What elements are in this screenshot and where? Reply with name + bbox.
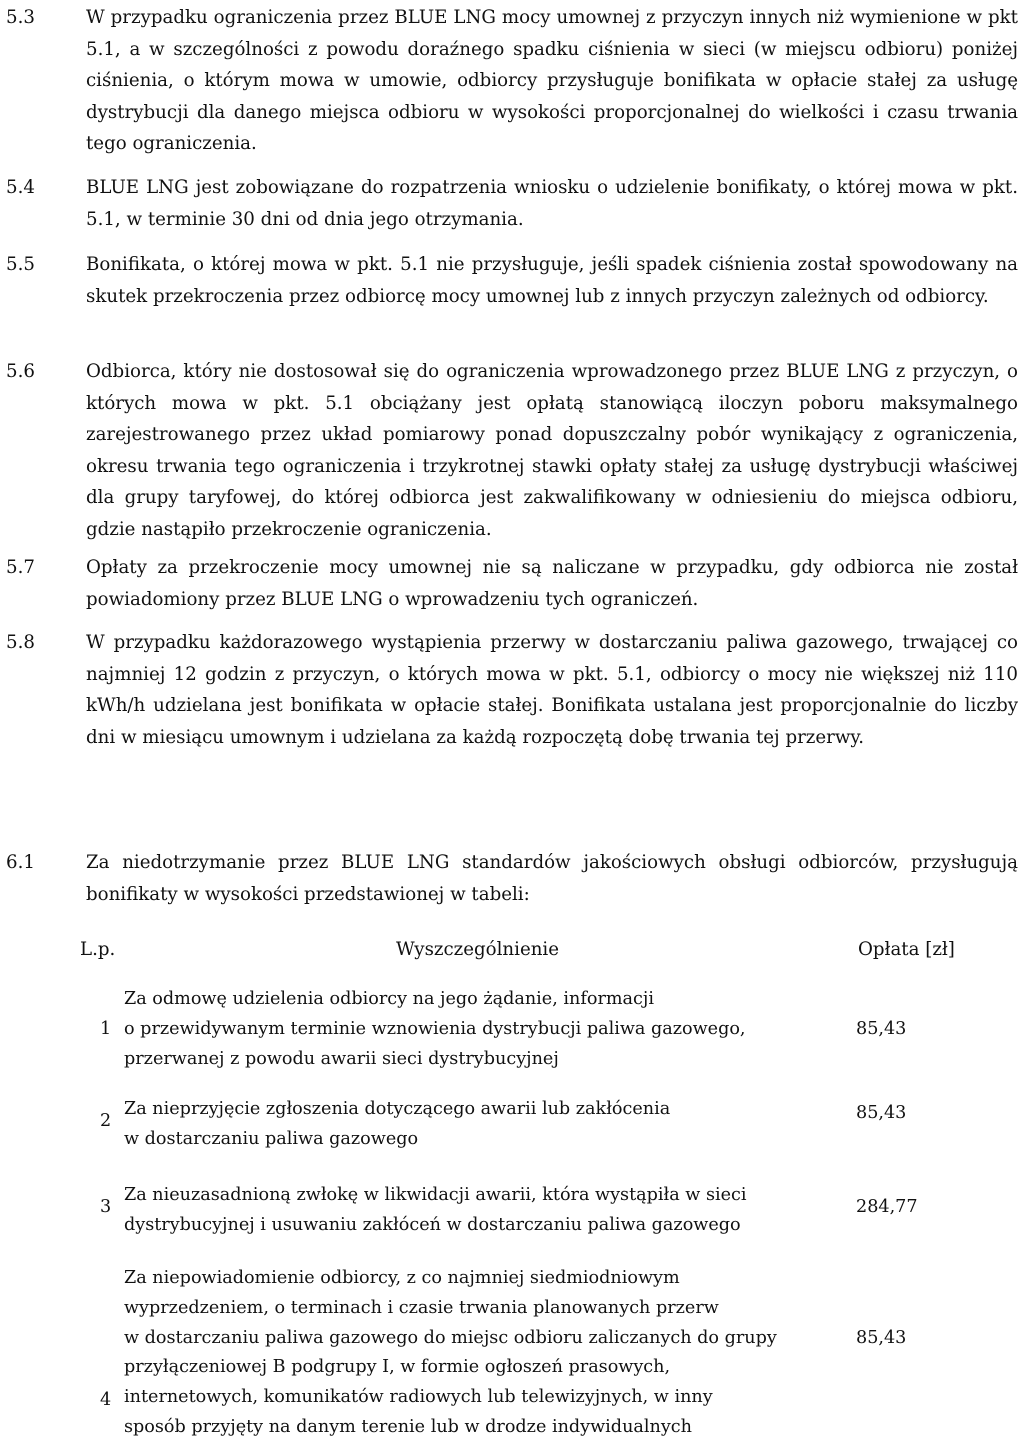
paragraph-text: Za niedotrzymanie przez BLUE LNG standardów jakościowych obsługi odbiorców, przysługują bonifikaty w wysokości przedstawionej w tabeli: (86, 852, 1018, 905)
row-description (124, 985, 854, 1074)
paragraph-5-7 (6, 552, 1018, 615)
row-fee: 85,43 (856, 1019, 907, 1039)
paragraph-5-5 (6, 249, 1018, 312)
row-description-line: o przewidywanym terminie wznowienia dystrybucji paliwa gazowego, (124, 1018, 746, 1039)
paragraph-5-6 (6, 356, 1018, 546)
row-description-line: w dostarczaniu paliwa gazowego (124, 1128, 419, 1149)
column-header-fee: Opłata [zł] (858, 939, 955, 960)
row-description-line: Za nieuzasadnioną zwłokę w likwidacji awarii, która wystąpiła w sieci (124, 1185, 747, 1205)
paragraph-text: W przypadku ograniczenia przez BLUE LNG mocy umownej z przyczyn innych niż wymienione w pkt 5.1, a w szczególności z powodu doraźnego spadku ciśnienia w sieci (w miejscu odbioru) poniżej ciśnienia, o którym mowa w umowie, odbiorcy przysługuje bonifikata w opłacie stałej za usługę dystrybucji dla danego miejsca odbioru w wysokości proporcjonalnej do wielkości i czasu trwania tego ograniczenia. (86, 7, 1018, 155)
row-description (124, 1095, 854, 1155)
row-description-line: dystrybucyjnej i usuwaniu zakłóceń w dostarczaniu paliwa gazowego (124, 1214, 741, 1235)
row-fee: 85,43 (856, 1103, 907, 1123)
row-fee: 284,77 (856, 1197, 918, 1217)
row-description-line: sposób przyjęty na danym terenie lub w drodze indywidualnych (124, 1416, 692, 1437)
paragraph-5-8 (6, 627, 1018, 753)
column-header-description: Wyszczególnienie (396, 939, 560, 960)
paragraph-number: 5.7 (6, 557, 35, 578)
paragraph-5-4 (6, 172, 1018, 235)
paragraph-number: 5.4 (6, 177, 35, 198)
bonus-table-header (0, 934, 1024, 966)
paragraph-number: 6.1 (6, 852, 35, 873)
row-fee: 85,43 (856, 1328, 907, 1348)
row-description-line: przyłączeniowej B podgrupy I, w formie ogłoszeń prasowych, (124, 1357, 671, 1378)
row-description-line: Za odmowę udzielenia odbiorcy na jego żądanie, informacji (124, 989, 654, 1009)
row-number: 2 (100, 1111, 112, 1131)
paragraph-text: W przypadku każdorazowego wystąpienia przerwy w dostarczaniu paliwa gazowego, trwającej co najmniej 12 godzin z przyczyn, o których mowa w pkt. 5.1, odbiorcy o mocy nie większej niż 110 kWh/h udzielana jest bonifikata w opłacie stałej. Bonifikata ustalana jest proporcjonalnie do liczby dni w miesiącu umownym i udzielana za każdą rozpoczętą dobę trwania tej przerwy. (86, 632, 1018, 748)
paragraph-6-1 (6, 847, 1018, 910)
row-description (124, 1264, 854, 1443)
row-description-line: Za nieprzyjęcie zgłoszenia dotyczącego awarii lub zakłócenia (124, 1099, 671, 1119)
row-description (124, 1181, 854, 1241)
paragraph-text: Odbiorca, który nie dostosował się do ograniczenia wprowadzonego przez BLUE LNG z przyczyn, o których mowa w pkt. 5.1 obciążany jest opłatą stanowiącą iloczyn poboru maksymalnego zarejestrowanego przez układ pomiarowy ponad dopuszczalny pobór wynikający z ograniczenia, okresu trwania tego ograniczenia i trzykrotnej stawki opłaty stałej za usługę dystrybucji właściwej dla grupy taryfowej, do której odbiorca jest zakwalifikowany w odniesieniu do miejsca odbioru, gdzie nastąpiło przekroczenie ograniczenia. (86, 361, 1018, 540)
row-description-line: internetowych, komunikatów radiowych lub telewizyjnych, w inny (124, 1387, 713, 1408)
paragraph-5-3 (6, 2, 1018, 160)
row-number: 1 (100, 1019, 112, 1039)
row-description-line: przerwanej z powodu awarii sieci dystrybucyjnej (124, 1048, 559, 1069)
paragraph-number: 5.8 (6, 632, 35, 653)
paragraph-number: 5.6 (6, 361, 35, 382)
row-number: 4 (100, 1390, 112, 1410)
row-description-line: w dostarczaniu paliwa gazowego do miejsc odbioru zaliczanych do grupy (124, 1327, 777, 1348)
column-header-lp: L.p. (80, 939, 116, 960)
paragraph-number: 5.5 (6, 254, 35, 275)
row-description-line: wyprzedzeniem, o terminach i czasie trwania planowanych przerw (124, 1297, 719, 1318)
paragraph-text: BLUE LNG jest zobowiązane do rozpatrzenia wniosku o udzielenie bonifikaty, o której mowa w pkt. 5.1, w terminie 30 dni od dnia jego otrzymania. (86, 177, 1018, 230)
paragraph-text: Bonifikata, o której mowa w pkt. 5.1 nie przysługuje, jeśli spadek ciśnienia został spowodowany na skutek przekroczenia przez odbiorcę mocy umownej lub z innych przyczyn zależnych od odbiorcy. (86, 254, 1018, 307)
paragraph-number: 5.3 (6, 7, 35, 28)
row-number: 3 (100, 1197, 112, 1217)
paragraph-text: Opłaty za przekroczenie mocy umownej nie są naliczane w przypadku, gdy odbiorca nie został powiadomiony przez BLUE LNG o wprowadzeniu tych ograniczeń. (86, 557, 1018, 610)
row-description-line: Za niepowiadomienie odbiorcy, z co najmniej siedmiodniowym (124, 1268, 680, 1288)
